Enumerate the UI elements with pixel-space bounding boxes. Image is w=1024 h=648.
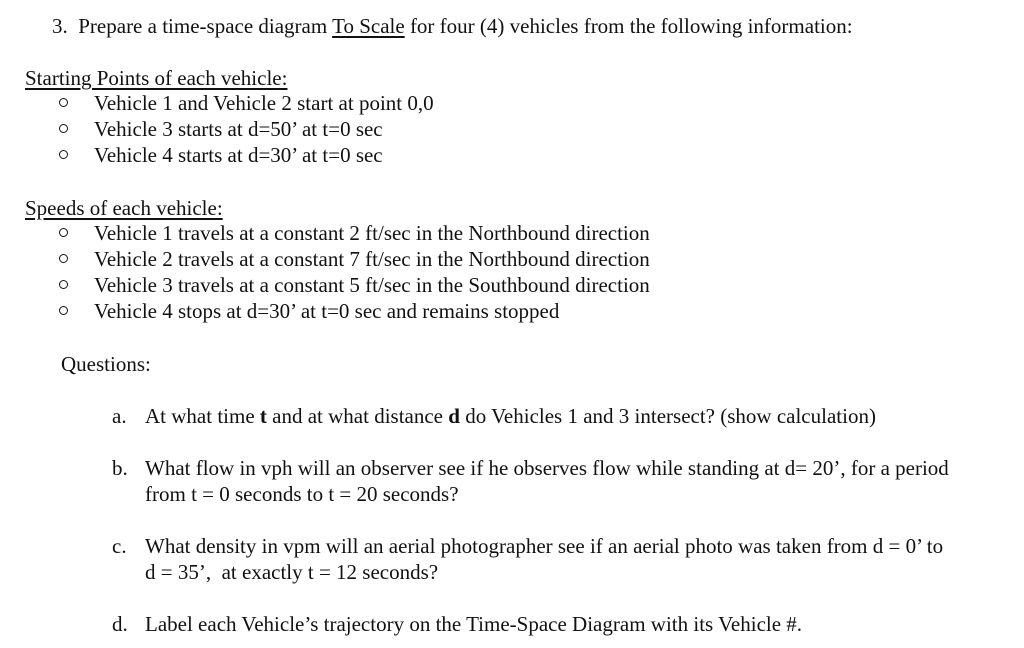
bullet-icon <box>59 124 68 133</box>
question-b-line1: What flow in vph will an observer see if he observes flow while standing at d= 20’, for a period <box>145 456 949 480</box>
bullet-icon <box>59 254 68 263</box>
variable-t: t <box>259 404 267 428</box>
question-b-letter: b. <box>112 456 128 480</box>
question-c-line2: d = 35’, at exactly t = 12 seconds? <box>145 560 439 584</box>
questions-heading: Questions: <box>61 352 151 376</box>
question-b-line2: from t = 0 seconds to t = 20 seconds? <box>145 482 459 506</box>
question-a-letter: a. <box>112 404 127 428</box>
speed-item: Vehicle 1 travels at a constant 2 ft/sec in the Northbound direction <box>94 221 650 245</box>
problem-number: 3. <box>52 14 68 38</box>
question-a-part2: and at what distance <box>272 404 444 428</box>
starting-point-item: Vehicle 3 starts at d=50’ at t=0 sec <box>94 117 383 141</box>
speed-item: Vehicle 4 stops at d=30’ at t=0 sec and remains stopped <box>94 299 560 323</box>
speed-item: Vehicle 2 travels at a constant 7 ft/sec in the Northbound direction <box>94 247 650 271</box>
problem-prefix: Prepare a time-space diagram <box>78 14 328 38</box>
speed-item: Vehicle 3 travels at a constant 5 ft/sec in the Southbound direction <box>94 273 650 297</box>
starting-point-item: Vehicle 4 starts at d=30’ at t=0 sec <box>94 143 383 167</box>
question-a-part1: At what time <box>145 404 255 428</box>
bullet-icon <box>59 306 68 315</box>
speeds-heading: Speeds of each vehicle: <box>25 196 223 220</box>
bullet-icon <box>59 98 68 107</box>
question-a-part3: do Vehicles 1 and 3 intersect? (show calculation) <box>465 404 876 428</box>
starting-point-item: Vehicle 1 and Vehicle 2 start at point 0,0 <box>94 91 434 115</box>
problem-statement <box>52 13 853 39</box>
question-d-line1: Label each Vehicle’s trajectory on the Time-Space Diagram with its Vehicle #. <box>145 612 803 636</box>
starting-points-heading: Starting Points of each vehicle: <box>25 66 288 90</box>
bullet-icon <box>59 150 68 159</box>
question-a <box>145 403 876 429</box>
to-scale-emphasis: To Scale <box>332 14 405 38</box>
variable-d: d <box>448 404 460 428</box>
bullet-icon <box>59 228 68 237</box>
bullet-icon <box>59 280 68 289</box>
question-d-letter: d. <box>112 612 128 636</box>
question-c-line1: What density in vpm will an aerial photographer see if an aerial photo was taken from d = 0’ to <box>145 534 944 558</box>
question-c-letter: c. <box>112 534 127 558</box>
problem-suffix: for four (4) vehicles from the following information: <box>409 14 853 38</box>
